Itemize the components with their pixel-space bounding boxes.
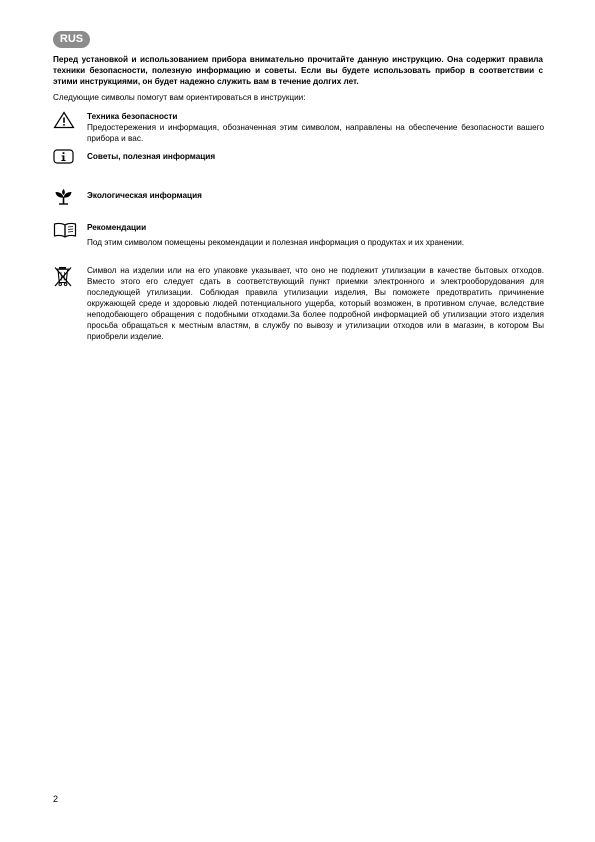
eco-title: Экологическая информация <box>87 191 202 200</box>
tips-title: Советы, полезная информация <box>87 152 216 161</box>
page-number: 2 <box>53 794 59 804</box>
info-icon <box>53 149 77 169</box>
warning-triangle-icon <box>53 111 77 131</box>
recommendations-title: Рекомендации <box>87 223 147 232</box>
intro-paragraph: Перед установкой и использованием прибора внимательно прочитайте данную инструкцию. Она содержит правила техники безопасности, полезную информацию и советы. Если вы будете использовать прибор в соответствии с этими инструкциями, он будет надежно служить вам в течение долгих лет. <box>53 55 543 87</box>
safety-title: Техника безопасности <box>87 112 178 121</box>
plant-icon <box>53 188 77 208</box>
safety-description: Предостережения и информация, обозначенная этим символом, направлены на обеспечение безопасности вашего прибора и вас. <box>87 123 544 143</box>
language-badge: RUS <box>53 31 90 48</box>
symbols-guide-text: Следующие символы помогут вам ориентироваться в инструкции: <box>53 93 306 102</box>
open-book-icon <box>53 222 77 242</box>
recommendations-description: Под этим символом помещены рекомендации и полезная информация о продуктах и их хранении. <box>87 238 465 247</box>
recycling-description: Символ на изделии или на его упаковке указывает, что оно не подлежит утилизации в качестве бытовых отходов. Вместо этого его следует сдать в соответствующий пункт приемки электронного и электрооборудования для последующей утилизации. Соблюдая правила утилизации изделия, Вы поможете предотвратить причинение окружающей среде и здоровью людей потенциального ущерба, который возможен, в противном случае, вследствие неподобающего обращения с подобными отходами.За более подробной информацией об утилизации этого изделия просьба обращаться к местным властям, в службу по вывозу и утилизации отходов или в магазин, в котором Вы приобрели изделие. <box>87 266 544 341</box>
crossed-bin-icon <box>53 265 77 291</box>
